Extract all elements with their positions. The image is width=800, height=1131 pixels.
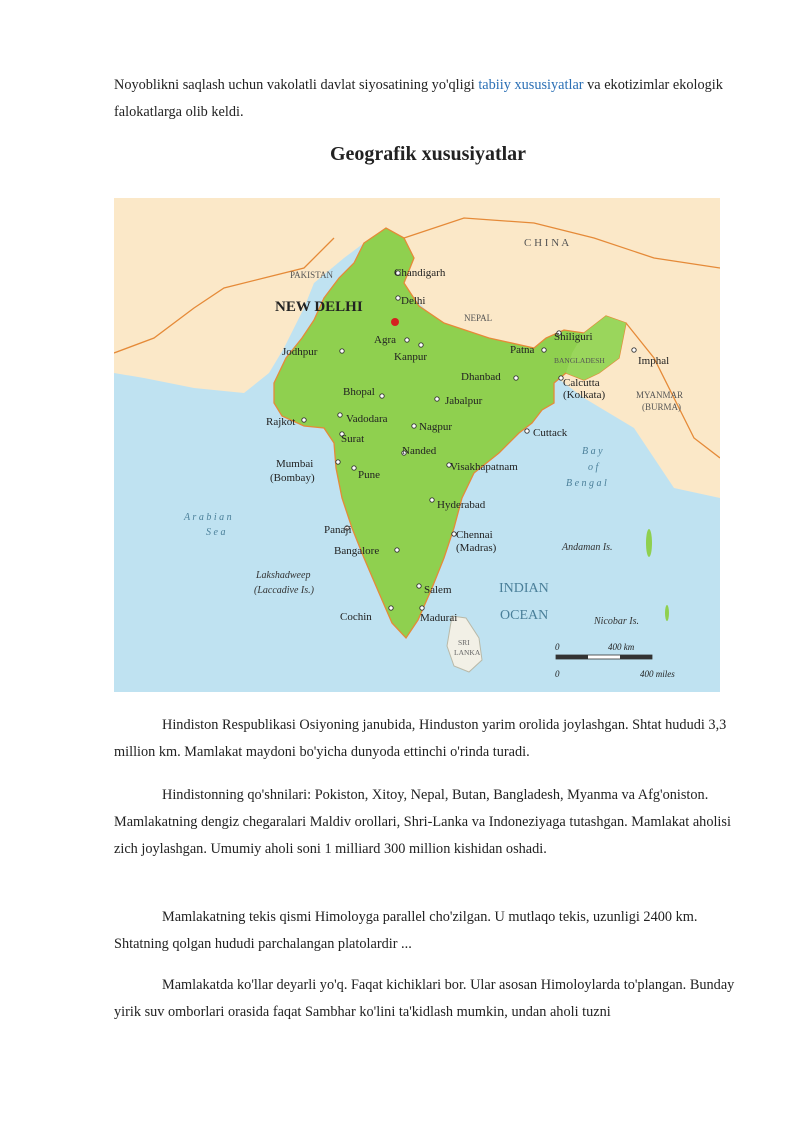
city-calcutta: Calcutta bbox=[563, 377, 600, 389]
city-chandigarh: Chandigarh bbox=[394, 267, 446, 279]
label-pakistan: PAKISTAN bbox=[290, 270, 333, 280]
city-hyderabad: Hyderabad bbox=[437, 499, 486, 511]
natural-features-link[interactable]: tabiiy xususiyatlar bbox=[478, 77, 584, 93]
label-srilanka-1: SRI bbox=[458, 638, 470, 647]
intro-paragraph bbox=[114, 72, 744, 126]
city-pune: Pune bbox=[358, 469, 380, 481]
city-panaji: Panaji bbox=[324, 524, 352, 536]
city-cochin: Cochin bbox=[340, 611, 372, 623]
andaman-islands bbox=[646, 529, 652, 557]
city-nanded: Nanded bbox=[402, 445, 437, 457]
label-nicobar: Nicobar Is. bbox=[594, 616, 639, 627]
city-mumbai: Mumbai bbox=[276, 458, 314, 470]
city-visakhapatnam: Visakhapatnam bbox=[450, 461, 518, 473]
city-bombay: (Bombay) bbox=[270, 472, 315, 484]
city-agra: Agra bbox=[374, 334, 396, 346]
city-surat: Surat bbox=[341, 433, 365, 445]
label-indian: INDIAN bbox=[499, 581, 549, 596]
label-burma: (BURMA) bbox=[642, 402, 682, 412]
scale-zero-bottom: 0 bbox=[555, 669, 560, 679]
city-nagpur: Nagpur bbox=[419, 421, 452, 433]
label-ocean: OCEAN bbox=[500, 608, 549, 623]
section-heading: Geografik xususiyatlar bbox=[329, 143, 527, 165]
city-dhanbad: Dhanbad bbox=[461, 371, 501, 383]
city-bangalore: Bangalore bbox=[334, 545, 380, 557]
city-chennai: Chennai bbox=[456, 529, 493, 541]
scale-miles: 400 miles bbox=[640, 669, 675, 679]
paragraph-plains: Mamlakatning tekis qismi Himoloyga parallel cho'zilgan. U mutlaqo tekis, uzunligi 2400 km. Shtatning qolgan hududi parchalangan platolardir ... bbox=[114, 909, 698, 952]
label-lakshadweep: Lakshadweep bbox=[256, 570, 311, 581]
city-kanpur: Kanpur bbox=[394, 351, 427, 363]
city-patna: Patna bbox=[510, 344, 535, 356]
paragraph-location: Hindiston Respublikasi Osiyoning janubida, Hinduston yarim orolida joylashgan. Shtat hududi 3,3 million km. Mamlakat maydoni bo'yicha dunyoda ettinchi o'rinda turadi. bbox=[114, 717, 727, 760]
label-china: C H I N A bbox=[524, 237, 570, 249]
label-arabian-1: A r a b i a n bbox=[184, 512, 232, 523]
city-bhopal: Bhopal bbox=[343, 386, 375, 398]
india-map-svg bbox=[114, 198, 720, 692]
intro-text-after: va ekotizimlar ekologik falokatlarga olib keldi. bbox=[114, 77, 723, 120]
label-laccadive: (Laccadive Is.) bbox=[254, 585, 314, 596]
label-nepal: NEPAL bbox=[464, 313, 493, 323]
city-jodhpur: Jodhpur bbox=[282, 346, 318, 358]
city-delhi: Delhi bbox=[401, 295, 426, 307]
paragraph-lakes: Mamlakatda ko'llar deyarli yo'q. Faqat kichiklari bor. Ular asosan Himoloylarda to'plangan. Bunday yirik suv omborlari orasida faqat Sambhar ko'lini ta'kidlash mumkin, undan aholi tuzni bbox=[114, 977, 735, 1020]
city-madurai: Madurai bbox=[420, 612, 458, 624]
label-myanmar: MYANMAR bbox=[636, 390, 684, 400]
label-srilanka-2: LANKA bbox=[454, 648, 481, 657]
city-vadodara: Vadodara bbox=[346, 413, 388, 425]
label-new-delhi: NEW DELHI bbox=[275, 299, 363, 315]
label-andaman: Andaman Is. bbox=[562, 542, 613, 553]
label-bangladesh: BANGLADESH bbox=[554, 356, 605, 365]
city-jabalpur: Jabalpur bbox=[445, 395, 483, 407]
intro-text-before: Noyoblikni saqlash uchun vakolatli davlat siyosatining yo'qligi bbox=[114, 77, 479, 93]
city-imphal: Imphal bbox=[638, 355, 670, 367]
india-map bbox=[114, 198, 720, 692]
label-bay-2: o f bbox=[588, 462, 599, 473]
city-madras: (Madras) bbox=[456, 542, 497, 554]
label-bay-1: B a y bbox=[582, 446, 603, 457]
capital-marker bbox=[391, 318, 399, 326]
city-cuttack: Cuttack bbox=[533, 427, 568, 439]
nicobar-islands bbox=[665, 605, 669, 621]
paragraph-neighbours: Hindistonning qo'shnilari: Pokiston, Xitoy, Nepal, Butan, Bangladesh, Myanma va Afg'oniston. Mamlakatning dengiz chegaralari Maldiv orollari, Shri-Lanka va Indoneziyaga tutashgan. Mamlakat aholisi zich joylashgan. Umumiy aholi soni 1 milliard 300 million kishidan oshadi. bbox=[114, 787, 731, 857]
city-shiliguri: Shiliguri bbox=[554, 331, 593, 343]
scale-km: 400 km bbox=[608, 642, 635, 652]
city-rajkot: Rajkot bbox=[266, 416, 296, 428]
label-bay-3: B e n g a l bbox=[566, 478, 607, 489]
city-salem: Salem bbox=[424, 584, 452, 596]
label-arabian-2: S e a bbox=[206, 527, 226, 538]
city-kolkata: (Kolkata) bbox=[563, 389, 606, 401]
scale-zero-top: 0 bbox=[555, 642, 560, 652]
